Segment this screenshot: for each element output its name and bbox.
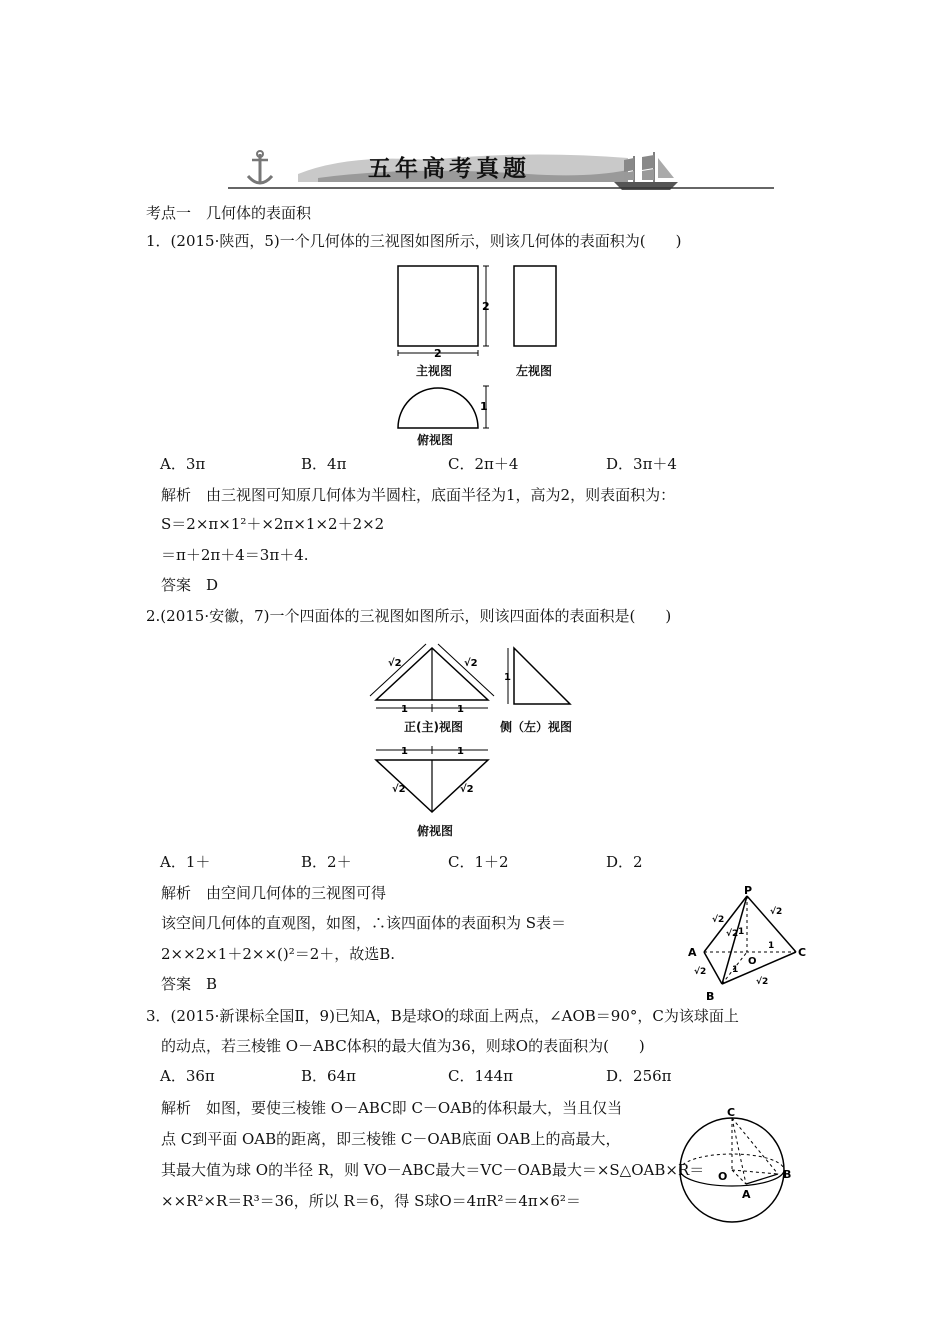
q2-point-P: P (744, 884, 753, 897)
q2-analysis-1: 解析 由空间几何体的三视图可得 (161, 884, 387, 902)
q2-edge-one-oc: 1 (768, 941, 775, 951)
q2-point-O: O (748, 956, 757, 967)
q1-option-d: D．3π＋4 (606, 455, 677, 473)
q3-stem-2: 的动点，若三棱锥 O－ABC体积的最大值为36，则球O的表面积为( ) (161, 1037, 645, 1055)
q2-edge-sqrt2-pb: √2 (726, 929, 739, 939)
q2-point-C: C (798, 946, 807, 959)
q3-analysis-1: 解析 如图，要使三棱锥 O－ABC即 C－OAB的体积最大，当且仅当 (161, 1099, 623, 1117)
q2-three-view-figure (368, 640, 583, 840)
q2-edge-sqrt2-pa: √2 (712, 915, 725, 925)
q3-stem-1: 3．(2015·新课标全国Ⅱ，9)已知A，B是球O的球面上两点，∠AOB＝90°，C为该球面上 (146, 1007, 739, 1025)
q1-answer: 答案 D (161, 576, 219, 594)
q3-option-a: A．36π (160, 1067, 215, 1085)
q2-option-c: C．1＋2 (448, 853, 509, 871)
q1-label-top: 俯视图 (417, 433, 454, 447)
q1-left-view-rect (514, 266, 556, 346)
q1-label-left: 左视图 (516, 364, 553, 378)
q3-sphere-figure (670, 1100, 800, 1230)
q2-front-one-left: 1 (401, 704, 408, 715)
q1-analysis-2: S＝2×π×1²＋×2π×1×2＋2×2 (161, 515, 385, 533)
q3-option-d: D．256π (606, 1067, 672, 1085)
q1-option-b: B．4π (301, 455, 347, 473)
q3-option-b: B．64π (301, 1067, 356, 1085)
q2-stem: 2.(2015·安徽，7)一个四面体的三视图如图所示，则该四面体的表面积是( ) (146, 607, 672, 625)
q1-three-view-figure (388, 258, 568, 448)
q1-dim-width: 2 (434, 347, 442, 360)
q1-stem: 1．(2015·陕西，5)一个几何体的三视图如图所示，则该几何体的表面积为( ) (146, 232, 682, 250)
q2-edge-one-ob: 1 (732, 965, 739, 975)
q2-side-view-triangle (514, 648, 570, 704)
q2-side-one-vertical: 1 (504, 672, 511, 683)
q2-edge-sqrt2-pc: √2 (770, 907, 783, 917)
q3-point-B: B (783, 1168, 792, 1181)
q2-front-sqrt2-right: √2 (464, 658, 478, 669)
q3-analysis-2: 点 C到平面 OAB的距离，即三棱锥 C－OAB底面 OAB上的高最大， (161, 1130, 621, 1148)
q2-edge-sqrt2-bc: √2 (756, 977, 769, 987)
q1-top-view-semicircle (398, 388, 478, 428)
q3-analysis-3: 其最大值为球 O的半径 R，则 VO－ABC最大＝VC－OAB最大＝×S△OAB×R＝ (161, 1161, 705, 1179)
q3-point-A: A (742, 1188, 751, 1201)
q3-point-C: C (727, 1106, 736, 1119)
q2-label-side: 侧（左）视图 (500, 720, 573, 734)
q2-option-b: B．2＋ (301, 853, 352, 871)
banner-title: 五年高考真题 (368, 156, 530, 182)
q2-tetrahedron-figure (682, 884, 812, 1002)
q2-front-sqrt2-left: √2 (388, 658, 402, 669)
q2-top-sqrt2-right: √2 (460, 784, 474, 795)
q2-edge-sqrt2-ab: √2 (694, 967, 707, 977)
q1-front-view-square (398, 266, 478, 346)
q1-option-c: C．2π＋4 (448, 455, 519, 473)
q3-point-O: O (718, 1170, 728, 1183)
q2-answer: 答案 B (161, 975, 218, 993)
q2-option-a: A．1＋ (160, 853, 211, 871)
q3-option-c: C．144π (448, 1067, 513, 1085)
q1-option-a: A．3π (160, 455, 206, 473)
q1-label-front: 主视图 (416, 364, 453, 378)
q3-analysis-4: ××R²×R＝R³＝36，所以 R＝6，得 S球O＝4πR²＝4π×6²＝ (161, 1192, 581, 1210)
q2-analysis-3: 2××2×1＋2××()²＝2＋，故选B. (161, 945, 396, 963)
q1-analysis-1: 解析 由三视图可知原几何体为半圆柱，底面半径为1，高为2，则表面积为： (161, 486, 676, 504)
q2-point-A: A (688, 946, 697, 959)
q2-top-sqrt2-left: √2 (392, 784, 406, 795)
q1-dim-radius: 1 (480, 400, 488, 413)
q2-top-one-right: 1 (457, 746, 464, 757)
anchor-icon (248, 151, 272, 184)
q2-label-front: 正(主)视图 (404, 720, 463, 734)
q2-point-B: B (706, 990, 715, 1002)
q2-front-one-right: 1 (457, 704, 464, 715)
q2-label-top: 俯视图 (417, 824, 454, 838)
q2-option-d: D．2 (606, 853, 643, 871)
section-heading: 考点一 几何体的表面积 (146, 204, 312, 222)
q1-dim-height: 2 (482, 300, 490, 313)
q2-edge-one-po: 1 (738, 927, 745, 937)
q2-top-one-left: 1 (401, 746, 408, 757)
q1-analysis-3: ＝π＋2π＋4＝3π＋4. (161, 546, 309, 564)
q2-analysis-2: 该空间几何体的直观图，如图，∴该四面体的表面积为 S表＝ (161, 914, 567, 932)
